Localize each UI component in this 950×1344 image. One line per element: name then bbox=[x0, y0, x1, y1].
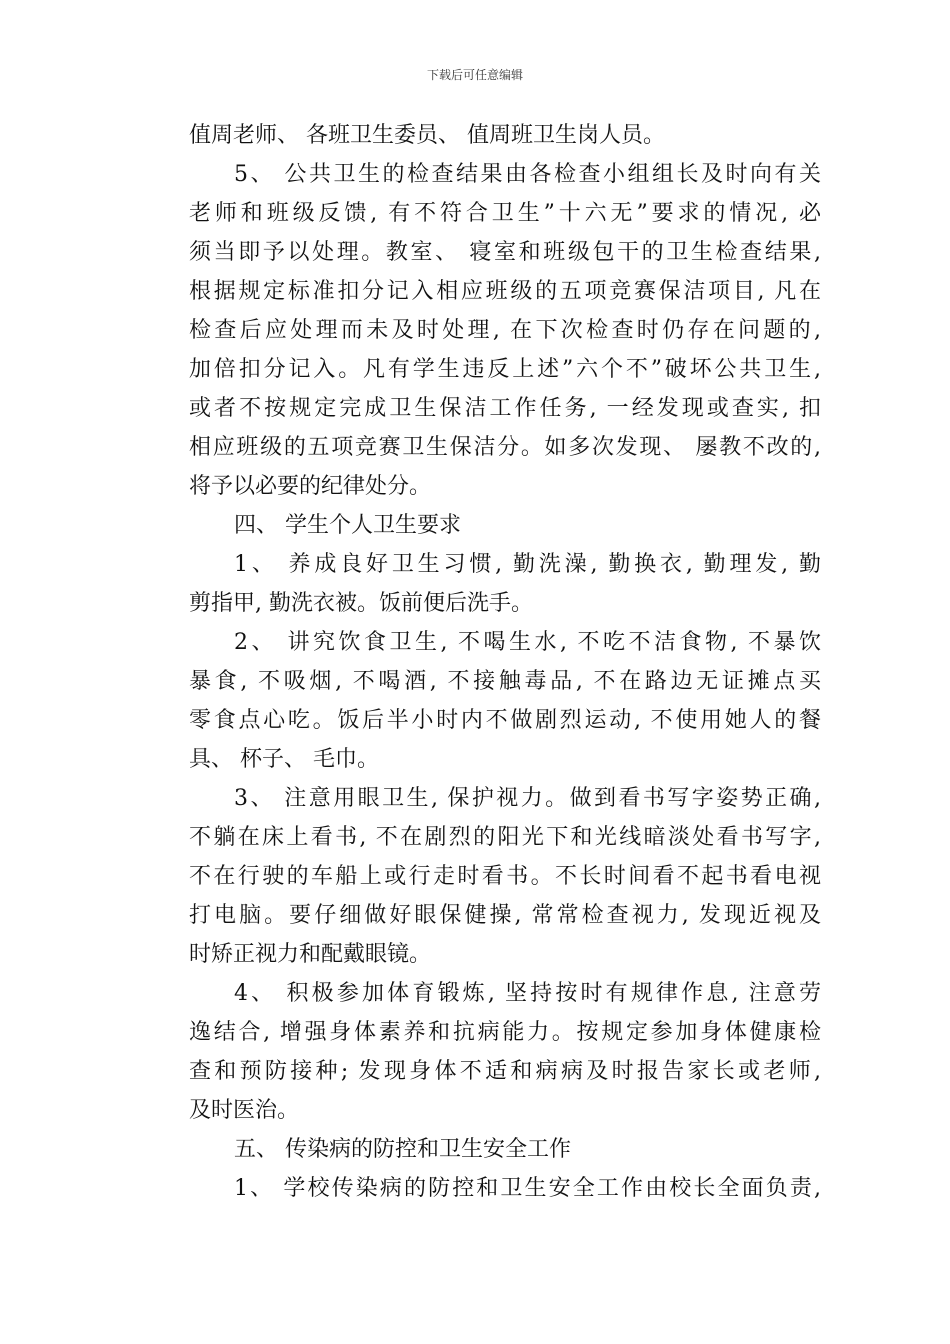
text-line: 1、 学校传染病的防控和卫生安全工作由校长全面负责, bbox=[234, 1176, 821, 1201]
text-line: 具、 杯子、 毛巾。 bbox=[189, 747, 379, 772]
text-line: 或者不按规定完成卫生保洁工作任务, 一经发现或查实, 扣 bbox=[189, 396, 821, 421]
text-line: 须当即予以处理。教室、 寝室和班级包干的卫生检查结果, bbox=[189, 240, 821, 265]
text-line: 及时医治。 bbox=[189, 1098, 300, 1123]
text-line: 不躺在床上看书, 不在剧烈的阳光下和光线暗淡处看书写字, bbox=[189, 825, 821, 850]
text-line: 将予以必要的纪律处分。 bbox=[189, 474, 432, 499]
text-line: 4、 积极参加体育锻炼, 坚持按时有规律作息, 注意劳 bbox=[234, 981, 821, 1006]
document-body bbox=[189, 116, 821, 1208]
text-line: 四、 学生个人卫生要求 bbox=[234, 513, 461, 538]
text-line: 零食点心吃。饭后半小时内不做剧烈运动, 不使用她人的餐 bbox=[189, 708, 821, 733]
text-line: 检查后应处理而未及时处理, 在下次检查时仍存在问题的, bbox=[189, 318, 821, 343]
text-line: 3、 注意用眼卫生, 保护视力。做到看书写字姿势正确, bbox=[234, 786, 821, 811]
text-line: 2、 讲究饮食卫生, 不喝生水, 不吃不洁食物, 不暴饮 bbox=[234, 630, 821, 655]
text-line: 1、 养成良好卫生习惯, 勤洗澡, 勤换衣, 勤理发, 勤 bbox=[234, 552, 821, 577]
text-line: 值周老师、 各班卫生委员、 值周班卫生岗人员。 bbox=[189, 123, 665, 148]
text-line: 暴食, 不吸烟, 不喝酒, 不接触毒品, 不在路边无证摊点买 bbox=[189, 669, 821, 694]
text-line: 老师和班级反馈, 有不符合卫生”十六无”要求的情况, 必 bbox=[189, 201, 821, 226]
text-line: 5、 公共卫生的检查结果由各检查小组组长及时向有关 bbox=[234, 162, 821, 187]
text-line: 相应班级的五项竞赛卫生保洁分。如多次发现、 屡教不改的, bbox=[189, 435, 821, 460]
text-line: 根据规定标准扣分记入相应班级的五项竞赛保洁项目, 凡在 bbox=[189, 279, 821, 304]
text-line: 剪指甲, 勤洗衣被。饭前便后洗手。 bbox=[189, 591, 533, 616]
text-line: 加倍扣分记入。凡有学生违反上述”六个不”破坏公共卫生, bbox=[189, 357, 821, 382]
page-header-note: 下载后可任意编辑 bbox=[426, 68, 523, 82]
text-line: 不在行驶的车船上或行走时看书。不长时间看不起书看电视 bbox=[189, 864, 821, 889]
text-line: 打电脑。要仔细做好眼保健操, 常常检查视力, 发现近视及 bbox=[189, 903, 821, 928]
text-line: 五、 传染病的防控和卫生安全工作 bbox=[234, 1137, 571, 1162]
text-line: 逸结合, 增强身体素养和抗病能力。按规定参加身体健康检 bbox=[189, 1020, 821, 1045]
text-line: 查和预防接种; 发现身体不适和病病及时报告家长或老师, bbox=[189, 1059, 821, 1084]
text-line: 时矫正视力和配戴眼镜。 bbox=[189, 942, 432, 967]
